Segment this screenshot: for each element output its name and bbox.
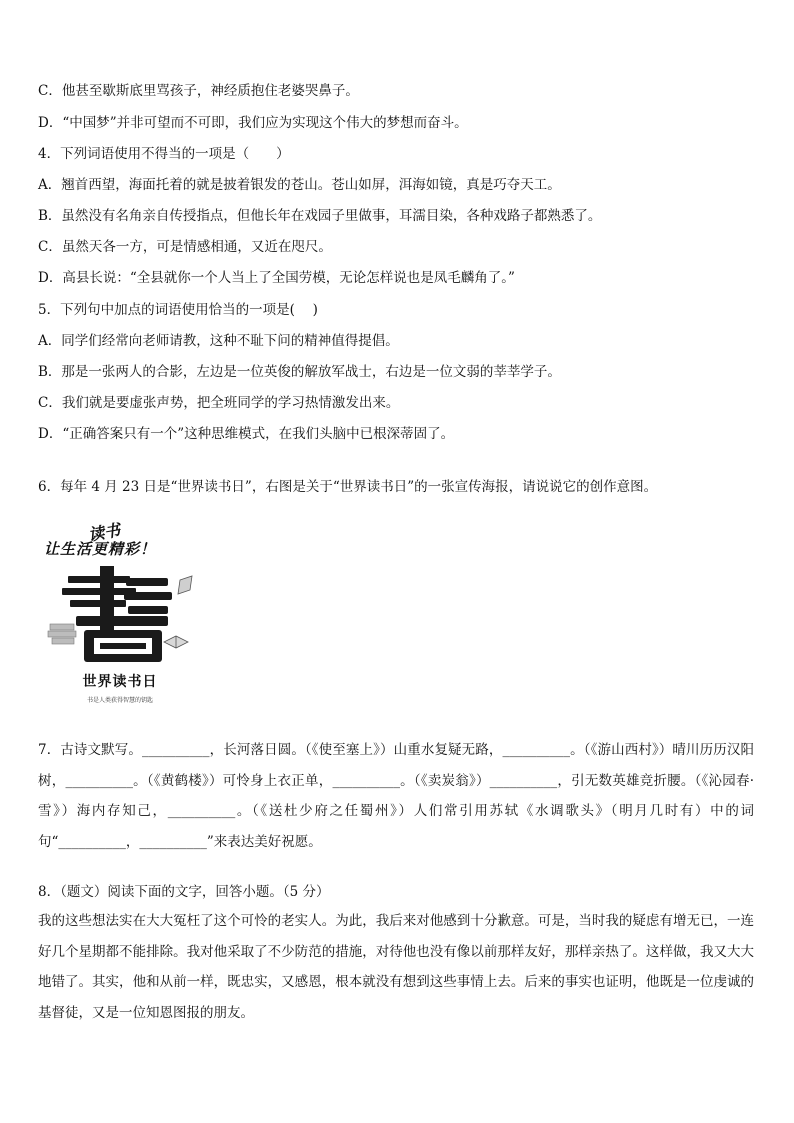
- question-8-passage: 我的这些想法实在大大冤枉了这个可怜的老实人。为此，我后来对他感到十分歉意。可是，当时我的疑虑有增无已，一连好几个星期都不能排除。我对他采取了不少防范的措施，对待他也没有像以前那样友好，那样亲热了。这样做，我又大大地错了。其实，他和从前一样，既忠实，又感恩，根本就没有想到这些事情上去。后来的事实也证明，他既是一位虔诚的基督徒，又是一位知恩图报的朋友。: [38, 913, 754, 1021]
- option-4d: D．高县长说：“全县就你一个人当上了全国劳模，无论怎样说也是凤毛麟角了。”: [38, 270, 515, 286]
- poster-title: 世界读书日: [82, 674, 158, 690]
- question-6-stem: 6．每年 4 月 23 日是“世界读书日”，右图是关于“世界读书日”的一张宣传海报，请说说它的创作意图。: [38, 479, 658, 495]
- option-5d: D．“正确答案只有一个”这种思维模式，在我们头脑中已根深蒂固了。: [38, 426, 455, 442]
- option-4b: B．虽然没有名角亲自传授指点，但他长年在戏园子里做事，耳濡目染，各种戏路子都熟悉了。: [38, 208, 602, 224]
- option-4a: A．翘首西望，海面托着的就是披着银发的苍山。苍山如屏，洱海如镜，真是巧夺天工。: [38, 177, 561, 193]
- option-5c: C．我们就是要虚张声势，把全班同学的学习热情激发出来。: [38, 395, 400, 411]
- question-7: 7．古诗文默写。__________，长河落日圆。（《使至塞上》）山重水复疑无路，__________。（《游山西村》）晴川历历汉阳树，__________。（《黄鹤楼》）可怜身上衣正单，__________。（《卖炭翁》）__________，引无数英雄竞折腰。（《沁园春·雪》）海内存知己，__________。（《送杜少府之任蜀州》）人们常引用苏轼《水调歌头》（明月几时有）中的词句“__________，__________”来表达美好祝愿。: [38, 742, 754, 850]
- reading-day-poster: [40, 518, 200, 706]
- poster-slogan-life: 让生活更精彩！: [44, 540, 157, 558]
- question-4-stem: 4．下列词语使用不得当的一项是（ ）: [38, 146, 290, 162]
- option-4c: C．虽然天各一方，可是情感相通，又近在咫尺。: [38, 239, 332, 255]
- question-8-title: 8．（题文）阅读下面的文字，回答小题。（5 分）: [38, 884, 330, 900]
- option-3c: C．他甚至歇斯底里骂孩子，神经质抱住老婆哭鼻子。: [38, 83, 359, 99]
- poster-slogan-reading: 读书: [86, 520, 122, 545]
- option-3d: D．“中国梦”并非可望而不可即，我们应为实现这个伟大的梦想而奋斗。: [38, 115, 468, 131]
- option-5a: A．同学们经常向老师请教，这种不耻下问的精神值得提倡。: [38, 333, 399, 349]
- option-5b: B．那是一张两人的合影，左边是一位英俊的解放军战士，右边是一位文弱的莘莘学子。: [38, 364, 561, 380]
- poster-subtitle: 书是人类获得智慧的钥匙: [86, 697, 153, 704]
- question-5-stem: 5．下列句中加点的词语使用恰当的一项是( ): [38, 302, 318, 318]
